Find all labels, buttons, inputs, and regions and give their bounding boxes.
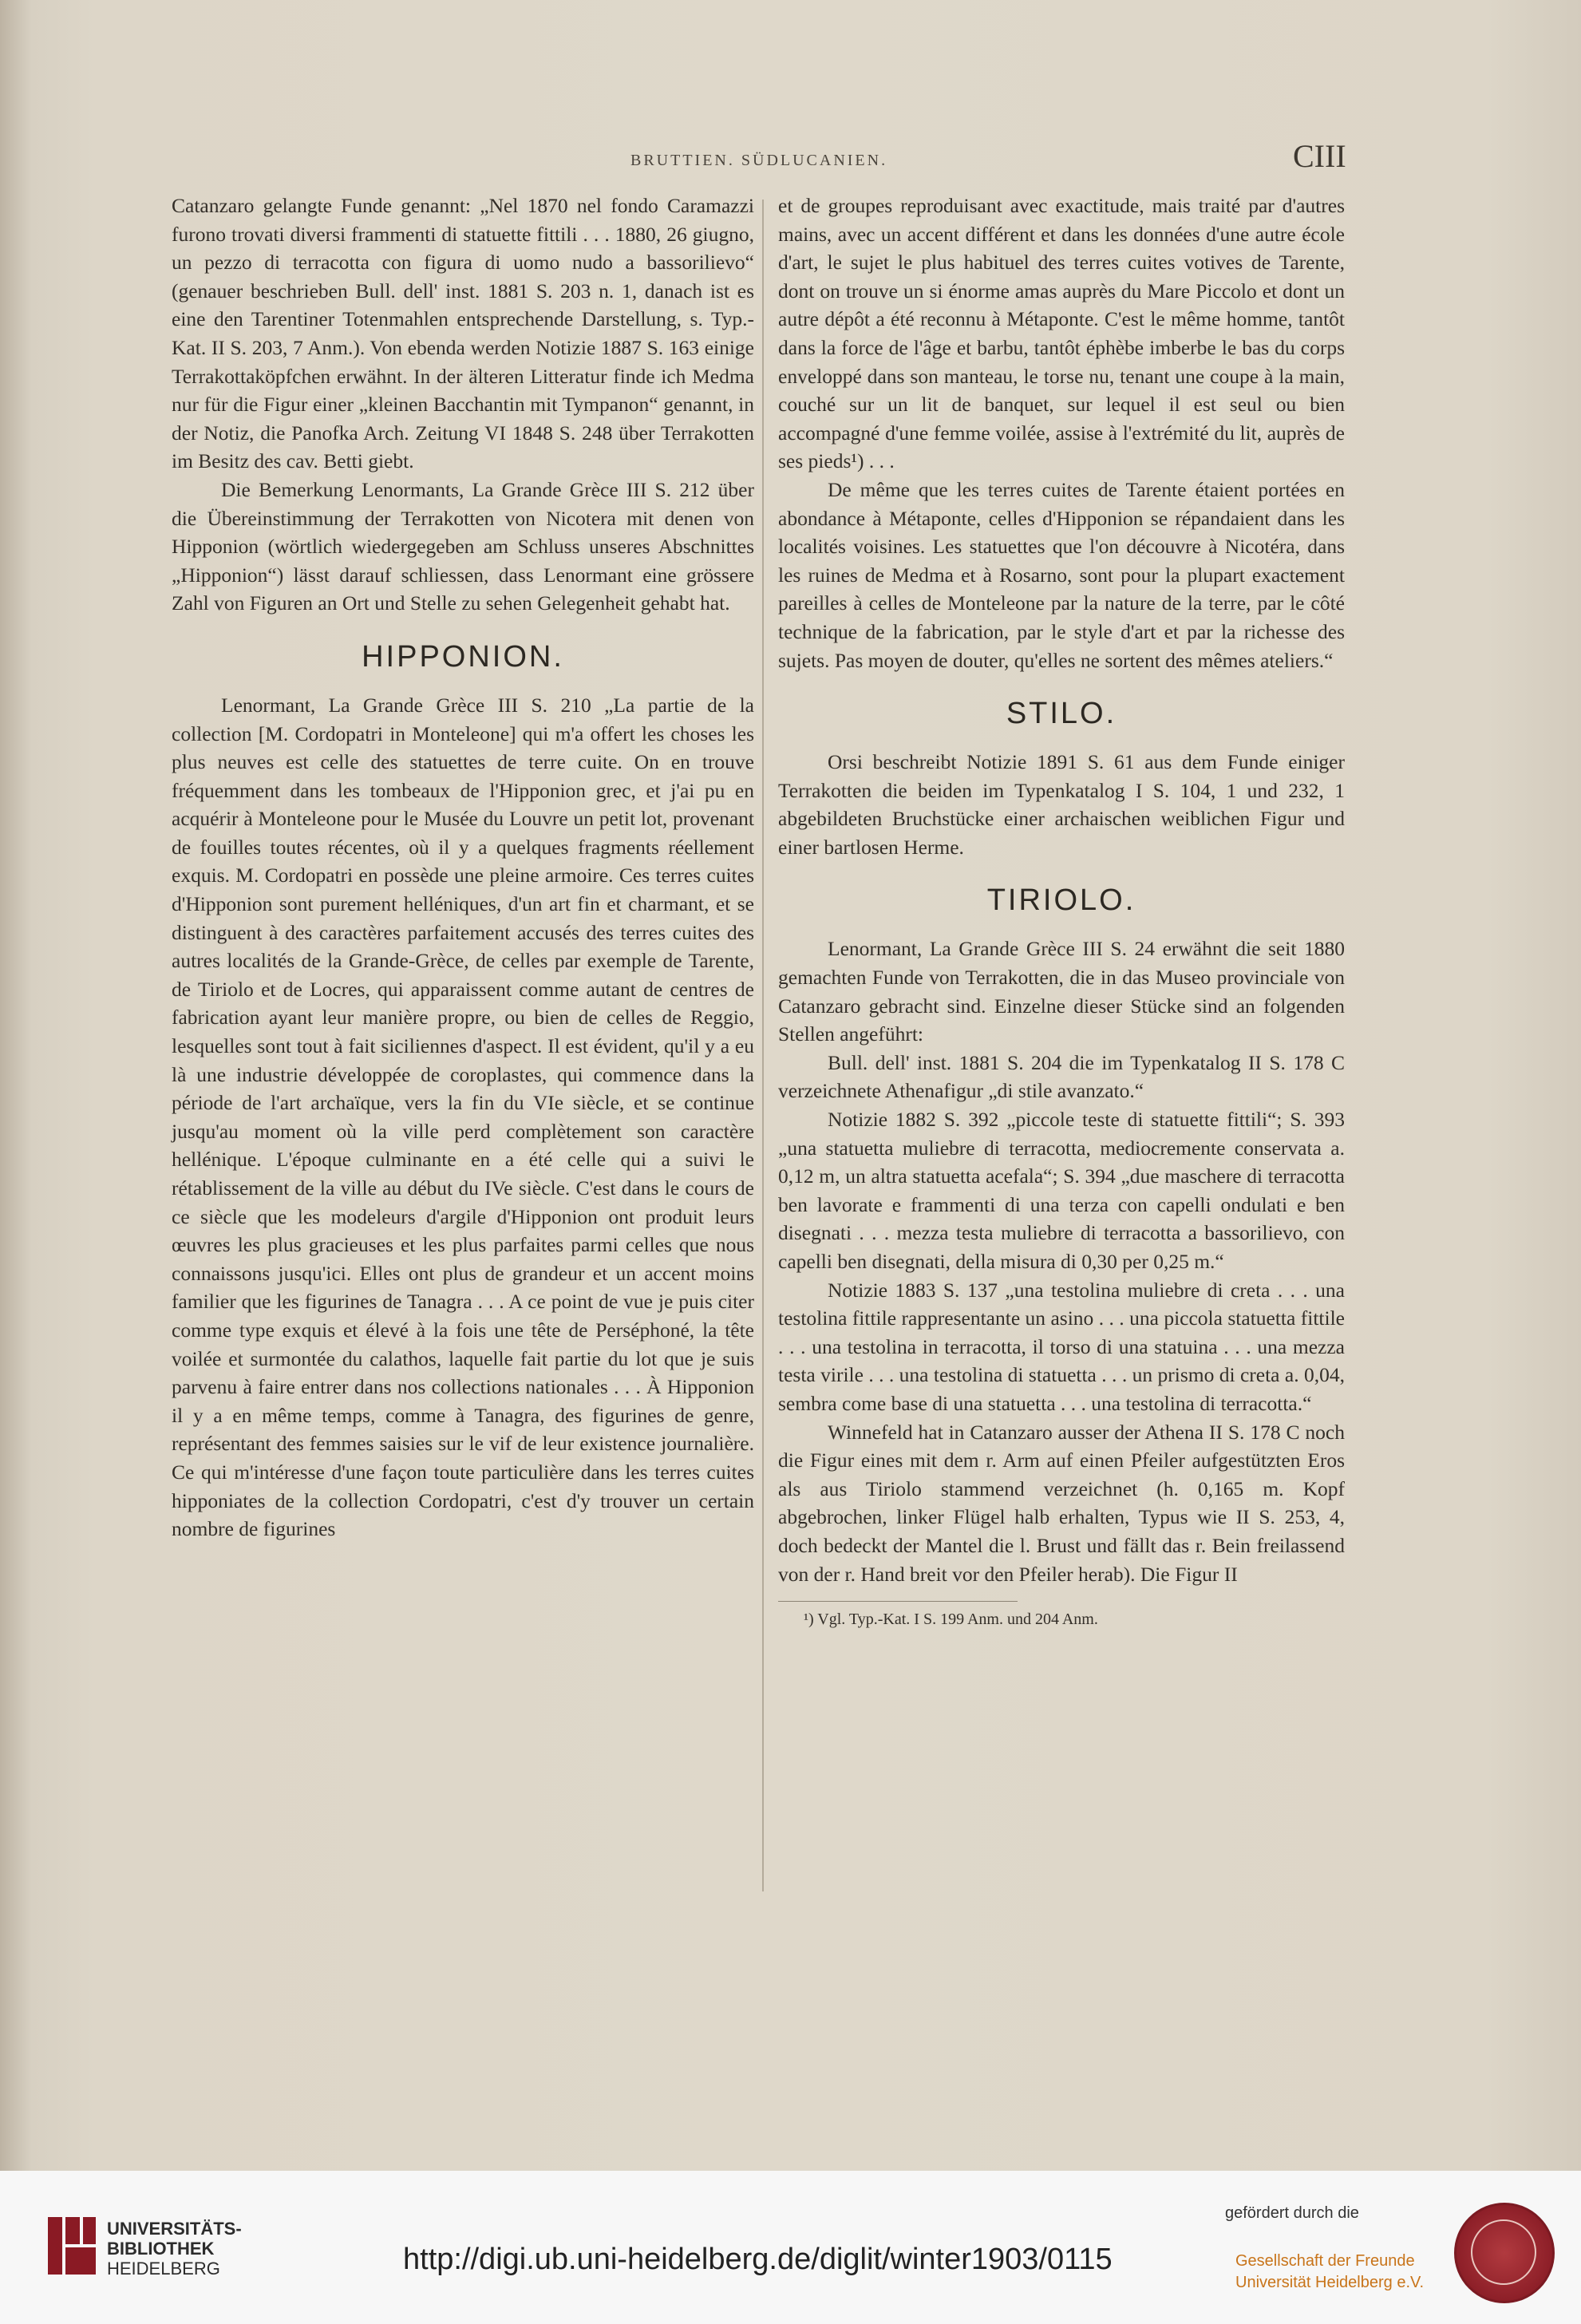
footnote: ¹) Vgl. Typ.-Kat. I S. 199 Anm. und 204 Anm. <box>804 1611 1098 1629</box>
viewer-footer <box>0 2171 1581 2324</box>
library-name-line: UNIVERSITÄTS- <box>107 2219 242 2239</box>
paragraph: Bull. dell' inst. 1881 S. 204 die im Typenkatalog II S. 178 C verzeichnete Athenafigur „di stile avanzato.“ <box>778 1050 1345 1103</box>
library-name[interactable] <box>107 2219 242 2279</box>
university-seal-icon[interactable] <box>1454 2203 1555 2303</box>
paragraph: Catanzaro gelangte Funde genannt: „Nel 1870 nel fondo Caramazzi furono trovati diversi frammenti di statuette fittili . . . 1880, 26 giugno, un pezzo di terracotta con figura di uomo nudo a bassorilievo“ (genauer beschrieben Bull. dell' inst. 1881 S. 203 n. 1, danach ist es eine den Tarentiner Totenmahlen entsprechende Darstellung, s. Typ.-Kat. II S. 203, 7 Anm.). Von ebenda werden Notizie 1887 S. 163 einige Terrakottaköpfchen erwähnt. In der älteren Litteratur finde ich Medma nur für die Figur einer „kleinen Bacchantin mit Tympanon“ genannt, in der Notiz, die Panofka Arch. Zeitung VI 1848 S. 248 über Terrakotten im Besitz des cav. Betti giebt. <box>172 194 754 473</box>
paragraph: Die Bemerkung Lenormants, La Grande Grèce III S. 212 über die Übereinstimmung der Terrakotten von Nicotera mit denen von Hipponion (wörtlich wiedergegeben am Schluss unseres Abschnittes „Hipponion“) lässt darauf schliessen, dass Lenormant eine grössere Zahl von Figuren an Ort und Stelle zu sehen Gelegenheit gehabt hat. <box>172 477 754 615</box>
library-name-line: HEIDELBERG <box>107 2259 220 2279</box>
funded-by-label: gefördert durch die <box>1225 2204 1359 2222</box>
column-divider <box>762 200 764 1891</box>
section-heading-hipponion: HIPPONION. <box>362 639 564 674</box>
library-name-line: BIBLIOTHEK <box>107 2239 215 2259</box>
paragraph: Winnefeld hat in Catanzaro ausser der Athena II S. 178 C noch die Figur eines mit dem r. Arm auf einen Pfeiler aufgestützten Eros als aus Tiriolo stammend verzeichnet (h. 0,165 m. Kopf abgebrochen, linker Flügel halb erhalten, Typus wie II S. 253, 4, doch bedeckt der Mantel die l. Brust und fällt das r. Bein freilassend von der r. Hand breit vor den Pfeiler herab). Die Figur II <box>778 1420 1345 1586</box>
society-name-line: Gesellschaft der Freunde <box>1235 2252 1415 2270</box>
page-header <box>0 136 1581 184</box>
running-head: BRUTTIEN. SÜDLUCANIEN. <box>630 152 888 169</box>
section-heading-tiriolo: TIRIOLO. <box>986 883 1136 918</box>
section-heading-stilo: STILO. <box>1006 697 1117 731</box>
paragraph: De même que les terres cuites de Tarente étaient portées en abondance à Métaponte, celles d'Hipponion se répandaient dans les localités voisines. Les statuettes que l'on découvre à Nicotéra, dans les ruines de Medma et à Rosarno, sont pour la plupart exactement pareilles à celles de Monteleone par la nature de la terre, par le côté technique de la fabrication, par le style d'art et par la richesse des sujets. Pas moyen de douter, qu'elles ne sortent des mêmes ateliers.“ <box>778 477 1345 672</box>
paragraph: et de groupes reproduisant avec exactitude, mais traité par d'autres mains, avec un accent différent et dans les données d'une autre école d'art, le sujet le plus habituel des terres cuites votives de Tarente, dont on trouve un si énorme amas auprès du Mare Piccolo et dont un autre dépôt a été reconnu à Métaponte. C'est le même homme, tantôt dans la force de l'âge et barbu, tantôt éphèbe imberbe le bas du corps enveloppé dans son manteau, le torse nu, tenant une coupe à la main, couché sur un lit de banquet, sur lequel il est seul ou bien accompagné d'une femme voilée, assise à l'extrémité du lit, auprès de ses pieds¹) . . . <box>778 194 1345 473</box>
paragraph: Notizie 1882 S. 392 „piccole teste di statuette fittili“; S. 393 „una statuetta muliebre di terracotta, mediocremente conservata a. 0,12 m, un altra statuetta acefala“; S. 394 „due maschere di terracotta ben lavorate e frammenti di una terza con capelli ondulati e ben disegnati . . . mezza testa muliebre di terracotta a bassorilievo, con capelli ben disegnati, della misura di 0,30 per 0,25 m.“ <box>778 1108 1345 1273</box>
ub-heidelberg-logo-icon[interactable] <box>48 2217 96 2275</box>
page-number: CIII <box>1293 138 1346 174</box>
society-name[interactable] <box>1235 2251 1424 2294</box>
paragraph: Notizie 1883 S. 137 „una testolina muliebre di creta . . . una testolina fittile rappresentante un asino . . . una piccola statuetta fittile . . . una testolina in terracotta, il torso di una statuina . . . una mezza testa virile . . . una testolina di statuetta . . . un prismo di creta a. 0,04, sembra come base di una statuetta . . . una testolina di terracotta.“ <box>778 1278 1345 1415</box>
right-column <box>778 192 1345 1630</box>
paragraph: Lenormant, La Grande Grèce III S. 24 erwähnt die seit 1880 gemachten Funde von Terrakotten, die in das Museo provinciale von Catanzaro gebracht sind. Einzelne dieser Stücke sind an folgenden Stellen angeführt: <box>778 937 1345 1046</box>
paragraph: Lenormant, La Grande Grèce III S. 210 „La partie de la collection [M. Cordopatri in Monteleone] qui m'a offert les choses les plus neuves est celle des statuettes de terre cuite. On en trouve fréquemment dans les tombeaux de l'Hipponion grec, et j'ai pu en acquérir à Monteleone pour le Musée du Louvre un petit lot, provenant de fouilles toutes récentes, où il y a quelques fragments réellement exquis. M. Cordopatri en possède une pleine armoire. Ces terres cuites d'Hipponion sont purement helléniques, d'un art fin et charmant, et se distinguent à des caractères parfaitement accusés des terres cuites des autres localités de la Grande-Grèce, de celles par exemple de Tarente, de Tiriolo et de Locres, qui apparaissent comme autant de centres de fabrication ayant leur manière propre, ou bien de celles de Reggio, lesquelles sont tout à fait siciliennes d'aspect. Il est évident, qu'il y a eu là une industrie développée de coroplastes, qui commence dans la période de l'art archaïque, vers la fin du VIe siècle, et se continue jusqu'au moment où la ville perd complètement son caractère hellénique. L'époque culminante en a été celle qui a suivi le rétablissement de la ville au début du IVe siècle. C'est dans le cours de ce siècle que les modeleurs d'argile d'Hipponion ont produit leurs œuvres les plus gracieuses et les plus parfaites parmi celles que nous connaissons jusqu'ici. Elles ont plus de grandeur et un accent moins familier que les figurines de Tanagra . . . A ce point de vue je puis citer comme type exquis et élevé à la fois une tête de Perséphoné, la tête voilée et surmontée du calathos, laquelle fait partie du lot que je suis parvenu à faire entrer dans nos collections nationales . . . À Hipponion il y a en même temps, comme à Tanagra, des figurines de genre, représentant des femmes saisies sur le vif de leur existence journalière. Ce qui m'intéresse d'une façon toute particulière dans les terres cuites hipponiates de la collection Cordopatri, c'est d'y trouver un certain nombre de figurines <box>172 693 754 1541</box>
permalink-url[interactable]: http://digi.ub.uni-heidelberg.de/diglit/winter1903/0115 <box>403 2243 1113 2276</box>
left-column <box>172 192 754 1543</box>
footnote-separator <box>778 1601 1018 1602</box>
society-name-line: Universität Heidelberg e.V. <box>1235 2274 1425 2291</box>
paragraph: Orsi beschreibt Notizie 1891 S. 61 aus dem Funde einiger Terrakotten die beiden im Typenkatalog I S. 104, 1 und 232, 1 abgebildeten Bruchstücke einer archaischen weiblichen Figur und einer bartlosen Herme. <box>778 750 1345 859</box>
